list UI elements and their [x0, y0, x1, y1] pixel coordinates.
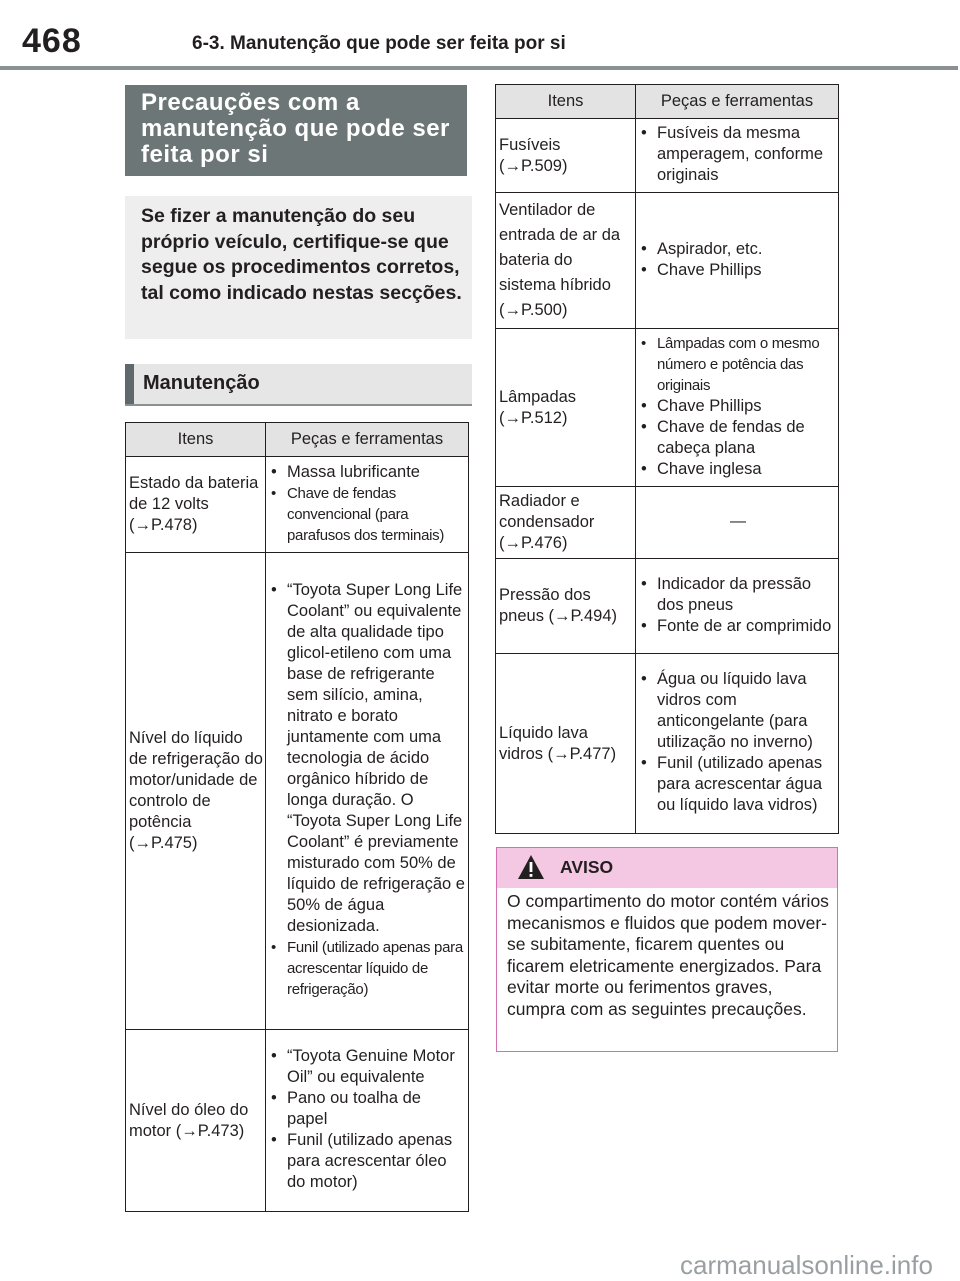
list-item: • Funil (utilizado apenas para acrescentar líquido de refrigeração) [271, 939, 463, 998]
list-item: • Fusíveis da mesma amperagem, conforme originais [641, 124, 823, 184]
table-header-row [496, 85, 839, 119]
precautions-title: Precauções com a manutenção que pode ser feita por si [141, 89, 450, 168]
item-cell: Pressão dos pneus (→P.494) [496, 559, 636, 654]
list-item: • Chave Phillips [641, 260, 762, 279]
col-header-tools: Peças e ferramentas [266, 423, 469, 457]
list-item: • Chave de fendas convencional (para parafusos dos terminais) [271, 484, 445, 544]
intro-box [125, 196, 472, 339]
list-item: • Chave inglesa [641, 460, 762, 478]
watermark: carmanualsonline.info [680, 1250, 933, 1280]
table-row [496, 119, 839, 193]
list-item: • Aspirador, etc. [641, 239, 763, 258]
precautions-title-box [125, 85, 467, 176]
list-item: • Fonte de ar comprimido [641, 616, 832, 635]
tools-cell [636, 193, 839, 329]
item-cell: Nível do óleo do motor (→P.473) [126, 1030, 266, 1212]
list-item: • Chave de fendas de cabeça plana [641, 418, 805, 457]
table-row [496, 329, 839, 487]
warning-triangle-icon [517, 854, 545, 880]
tools-cell [636, 654, 839, 834]
maintenance-table-right [495, 84, 839, 834]
tools-cell [266, 1030, 469, 1212]
section-title: 6-3. Manutenção que pode ser feita por si [192, 33, 566, 54]
warning-header [497, 848, 837, 888]
intro-text: Se fizer a manutenção do seu próprio veículo, certifique-se que segue os procedimentos corretos, tal como indicado nestas secções. [141, 205, 462, 304]
item-cell: Estado da bateria de 12 volts (→P.478) [126, 457, 266, 553]
maintenance-subheading [125, 364, 472, 406]
subheading-text: Manutenção [143, 372, 260, 394]
warning-title: AVISO [560, 857, 614, 877]
item-cell: Lâmpadas (→P.512) [496, 329, 636, 487]
list-item: • Funil (utilizado apenas para acrescentar óleo do motor) [271, 1131, 453, 1191]
page-number: 468 [22, 22, 82, 60]
col-header-items: Itens [126, 423, 266, 457]
tools-cell-empty: — [636, 487, 839, 559]
table-row [496, 654, 839, 834]
item-cell: Radiador e condensador (→P.476) [496, 487, 636, 559]
tools-cell [636, 119, 839, 193]
item-cell: Líquido lava vidros (→P.477) [496, 654, 636, 834]
list-item: • Massa lubrificante [271, 462, 420, 481]
list-item: • Lâmpadas com o mesmo número e potência das originais [641, 335, 820, 394]
warning-box [496, 847, 838, 1052]
subheading-accent-bar [125, 364, 134, 404]
table-row [126, 1030, 469, 1212]
item-cell: Nível do líquido de refrigeração do motor/unidade de controlo de potência (→P.475) [126, 553, 266, 1030]
col-header-tools: Peças e ferramentas [636, 85, 839, 119]
list-item: • Água ou líquido lava vidros com anticongelante (para utilização no inverno) [641, 670, 813, 751]
table-row [496, 487, 839, 559]
list-item: • Chave Phillips [641, 397, 762, 415]
warning-text: O compartimento do motor contém vários mecanismos e fluidos que podem mover-se subitamente, ficarem quentes ou ficarem eletricamente energizados. Para evitar morte ou ferimentos graves, cumpra com as seguintes precauções. [507, 891, 829, 1019]
table-row [126, 457, 469, 553]
tools-cell [266, 457, 469, 553]
list-item: • “Toyota Super Long Life Coolant” ou equivalente de alta qualidade tipo glicol-etileno com uma base de refrigerante sem silício, amina, nitrato e borato juntamente com uma tecnologia de ácido orgânico híbrido de longa duração. O “Toyota Super Long Life Coolant” é previamente misturado com 50% de líquido de refrigeração e 50% de água desionizada. [271, 581, 465, 935]
list-item: • Pano ou toalha de papel [271, 1089, 421, 1128]
header-rule [0, 66, 958, 70]
table-header-row [126, 423, 469, 457]
table-row [126, 553, 469, 1030]
list-item: • “Toyota Genuine Motor Oil” ou equivalente [271, 1047, 455, 1086]
tools-cell [636, 559, 839, 654]
maintenance-table-left [125, 422, 469, 1212]
col-header-items: Itens [496, 85, 636, 119]
table-row [496, 559, 839, 654]
list-item: • Indicador da pressão dos pneus [641, 574, 812, 614]
item-cell: Ventilador de entrada de ar da bateria do sistema híbrido (→P.500) [496, 193, 636, 329]
item-cell: Fusíveis (→P.509) [496, 119, 636, 193]
tools-cell [636, 329, 839, 487]
tools-cell [266, 553, 469, 1030]
table-row [496, 193, 839, 329]
list-item: • Funil (utilizado apenas para acrescentar água ou líquido lava vidros) [641, 754, 823, 814]
